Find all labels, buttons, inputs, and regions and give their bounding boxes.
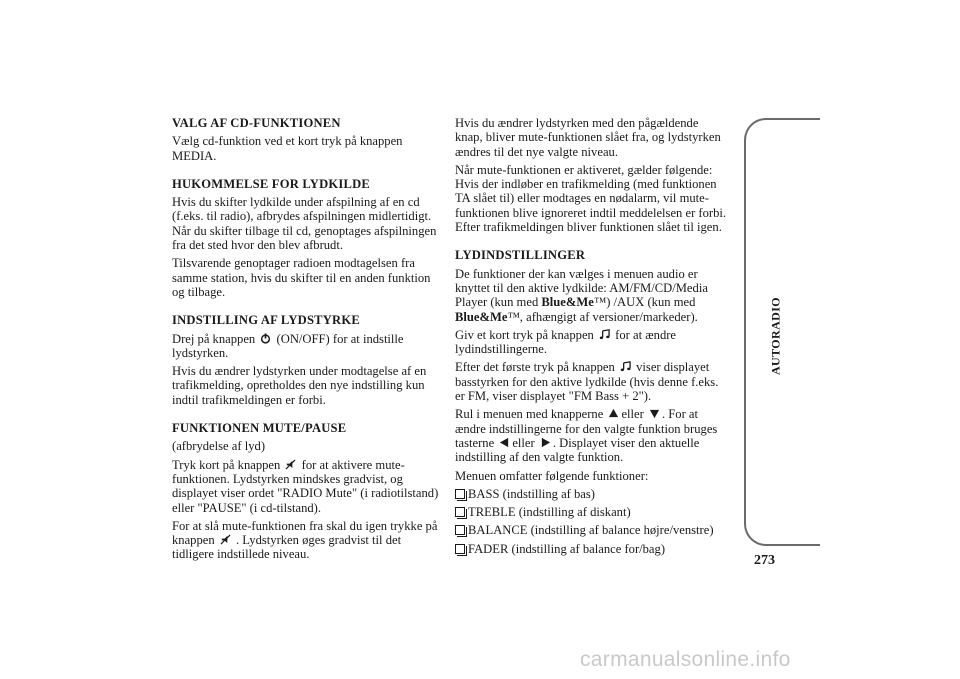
text: for at aktivere mute-funktionen. Lydstyrken mindskes gradvist, og displayet viser ordet "RADIO Mute" (i radiotilstand) eller "PAUSE" (i cd-tilstand). <box>172 457 439 515</box>
chapter-label-text: AUTORADIO <box>768 296 783 376</box>
brand-text: Blue&Me <box>541 295 594 310</box>
arrow-right-icon <box>540 437 551 448</box>
text: (ON/OFF) for at indstille lydstyrken. <box>172 331 404 360</box>
paragraph: (afbrydelse af lyd) <box>172 439 266 454</box>
text: for at ændre lydindstillingerne. <box>455 327 677 357</box>
list-item-text: BASS (indstilling af bas) <box>468 486 595 501</box>
paragraph <box>172 332 444 361</box>
paragraph <box>455 360 727 403</box>
paragraph <box>172 519 444 562</box>
heading-source-memory: HUKOMMELSE FOR LYDKILDE <box>172 176 370 191</box>
brand-text: Blue&Me <box>455 309 508 324</box>
checkbox-bullet-icon <box>455 489 465 499</box>
text: eller <box>621 407 644 422</box>
list-item-text: BALANCE (indstilling af balance højre/venstre) <box>468 523 714 538</box>
text: eller <box>512 435 535 450</box>
paragraph: Hvis du skifter lydkilde under afspilning af en cd (f.eks. til radio), afbrydes afspilningen midlertidigt. Når du skifter tilbage til cd, genoptages afspilningen fra det sted hvor den blev afbrudt. <box>172 195 437 253</box>
paragraph <box>455 407 727 464</box>
mute-button-icon <box>220 534 231 545</box>
text: viser displayet basstyrken for den aktive lydkilde (hvis denne f.eks. er FM, viser displayet "FM Bass + 2"). <box>455 360 719 404</box>
chapter-label <box>761 286 791 386</box>
heading-audio-settings: LYDINDSTILLINGER <box>455 248 586 263</box>
text: De funktioner der kan vælges i menuen audio er knyttet til den aktive lydkilde: AM/FM/CD/Media Player (kun med <box>455 266 708 310</box>
heading-cd-function: VALG AF CD-FUNKTIONEN <box>172 116 341 130</box>
checkbox-bullet-icon <box>455 544 465 554</box>
right-column <box>455 116 727 560</box>
arrow-up-icon <box>608 408 619 419</box>
list-item <box>455 505 727 519</box>
list-item <box>455 523 727 537</box>
list-item <box>455 487 727 501</box>
text: Rul i menuen med knapperne <box>455 407 604 422</box>
page-number: 273 <box>754 553 775 568</box>
text: Drej på knappen <box>172 331 256 346</box>
music-note-icon <box>620 361 631 372</box>
watermark: carmanualsonline.info <box>580 648 791 671</box>
power-knob-icon <box>260 333 271 344</box>
arrow-left-icon <box>499 437 510 448</box>
paragraph: Tilsvarende genoptager radioen modtagelsen fra samme station, hvis du skifter til en anden funktion og tilbage. <box>172 256 431 299</box>
text: ™, afhængigt af versioner/markeder). <box>507 309 698 324</box>
text: For at slå mute-funktionen fra skal du igen trykke på knappen <box>172 518 438 548</box>
paragraph: Menuen omfatter følgende funktioner: <box>455 468 649 483</box>
text: . Displayet viser den aktuelle indstilling af den valgte funktion. <box>455 435 700 465</box>
text: Giv et kort tryk på knappen <box>455 327 594 342</box>
mute-button-icon <box>285 459 296 470</box>
list-item-text: TREBLE (indstilling af diskant) <box>468 505 631 520</box>
heading-volume-adjust: INDSTILLING AF LYDSTYRKE <box>172 313 360 328</box>
heading-mute-pause: FUNKTIONEN MUTE/PAUSE <box>172 421 347 436</box>
arrow-down-icon <box>649 408 660 419</box>
text: . Lydstyrken øges gradvist til det tidligere indstillede niveau. <box>172 533 402 562</box>
text: ™) /AUX (kun med <box>593 295 696 310</box>
text: Tryk kort på knappen <box>172 457 281 472</box>
list-item-text: FADER (indstilling af balance for/bag) <box>468 541 666 556</box>
paragraph: Hvis du ændrer lydstyrken med den pågældende knap, bliver mute-funktionen slået fra, og lydstyrken ændres til det nye valgte niveau. <box>455 116 721 159</box>
checkbox-bullet-icon <box>455 507 465 517</box>
text: Efter det første tryk på knappen <box>455 360 615 375</box>
paragraph <box>455 267 727 324</box>
checkbox-bullet-icon <box>455 525 465 535</box>
left-column <box>172 116 444 566</box>
text: . For at ændre indstillingerne for den valgte funktion bruges tasterne <box>455 407 718 450</box>
paragraph: Vælg cd-funktion ved et kort tryk på knappen MEDIA. <box>172 134 403 163</box>
music-note-icon <box>599 329 610 340</box>
paragraph: Hvis du ændrer lydstyrken under modtagelse af en trafikmelding, opretholdes den nye indstilling kun indtil trafikmeldingen er forbi. <box>172 364 427 407</box>
paragraph: Når mute-funktionen er aktiveret, gælder følgende: Hvis der indløber en trafikmelding (med funktionen TA slået til) eller modtages en nødalarm, vil mute-funktionen blive ignoreret indtil meddelelsen er forbi. Efter trafikmeldingen bliver funktionen slået til igen. <box>455 162 727 235</box>
paragraph <box>172 458 444 515</box>
paragraph <box>455 328 727 357</box>
list-item <box>455 542 727 556</box>
